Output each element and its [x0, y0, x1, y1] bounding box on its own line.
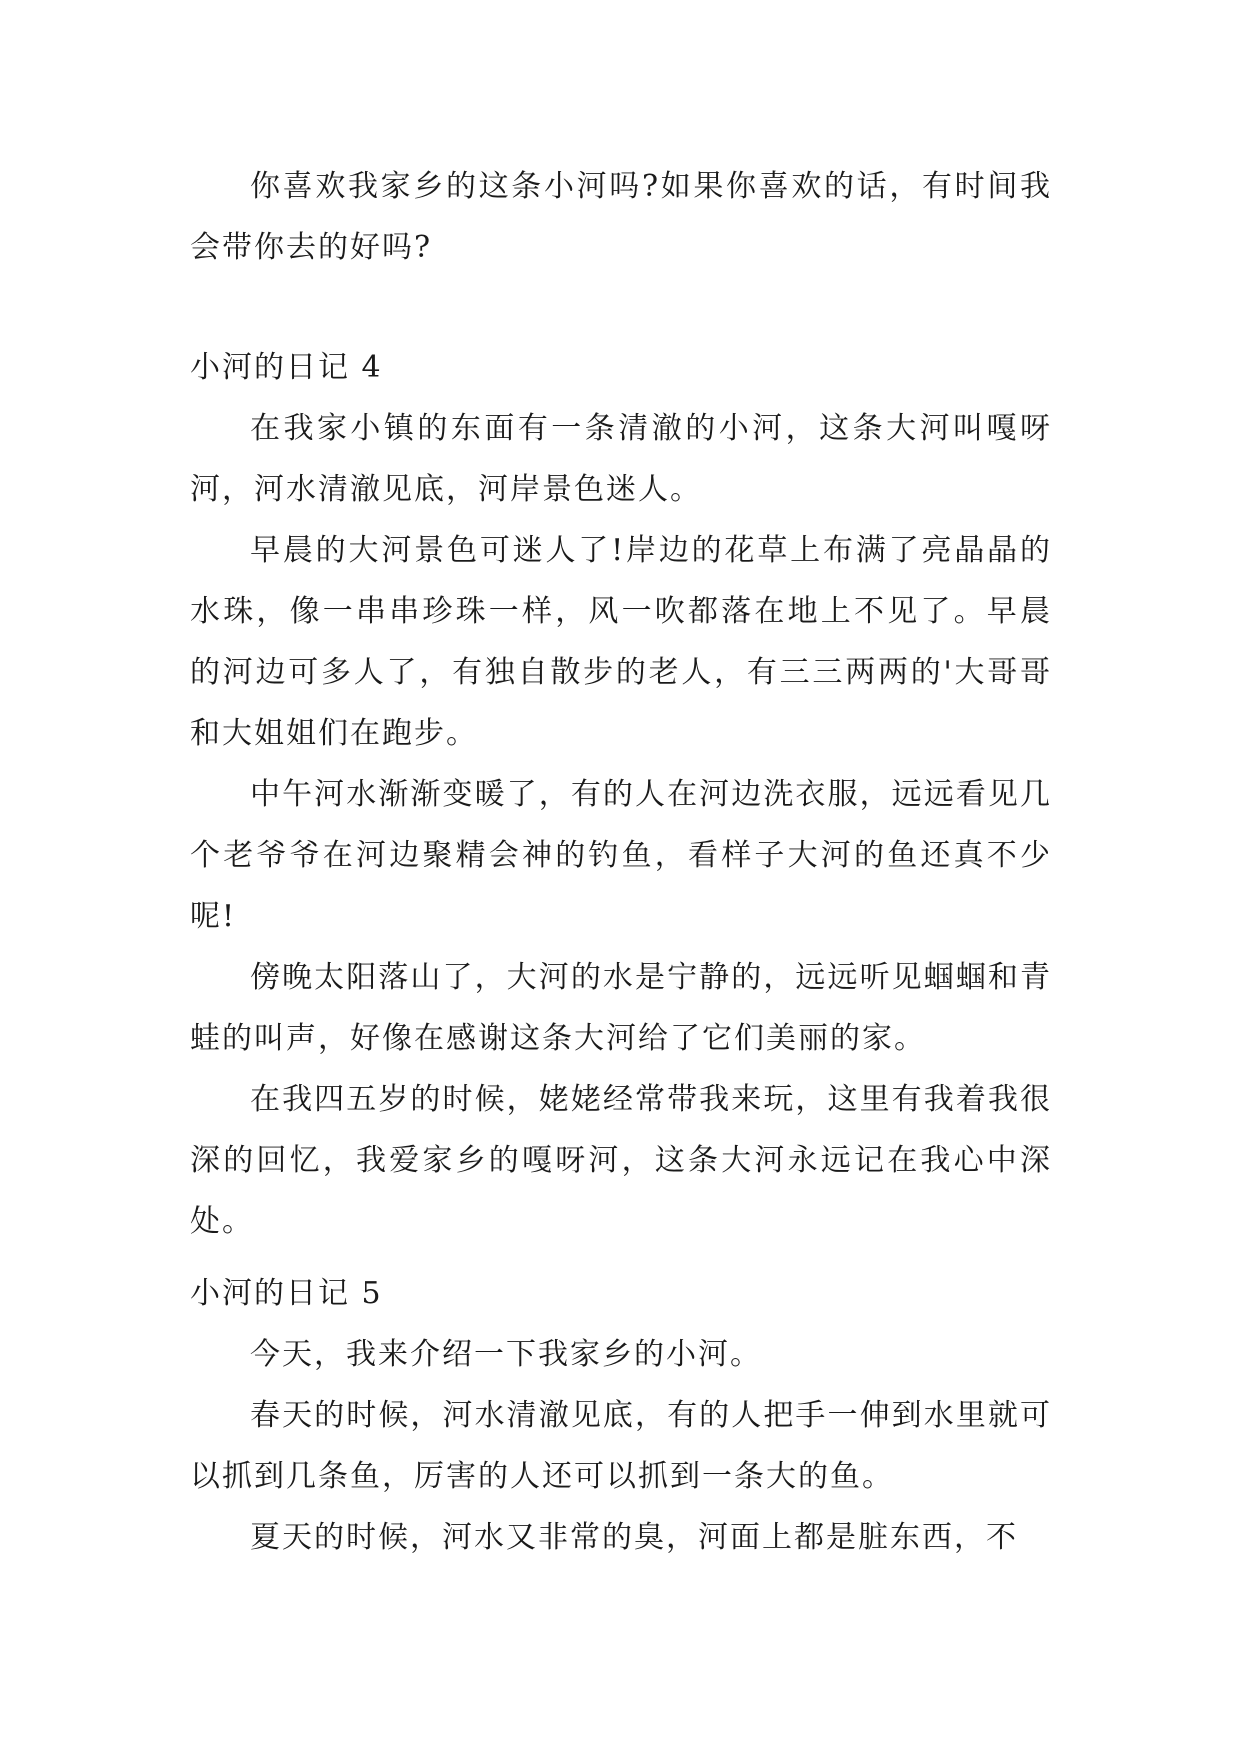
paragraph: 在我四五岁的时候，姥姥经常带我来玩，这里有我着我很深的回忆，我爱家乡的嘎呀河，这条大河永远记在我心中深处。 — [190, 1082, 1052, 1239]
paragraph: 你喜欢我家乡的这条小河吗?如果你喜欢的话，有时间我会带你去的好吗? — [190, 169, 1052, 265]
paragraph: 中午河水渐渐变暖了，有的人在河边洗衣服，远远看见几个老爷爷在河边聚精会神的钓鱼，看样子大河的鱼还真不少呢! — [190, 777, 1052, 934]
paragraph: 早晨的大河景色可迷人了!岸边的花草上布满了亮晶晶的水珠，像一串串珍珠一样，风一吹都落在地上不见了。早晨的河边可多人了，有独自散步的老人，有三三两两的'大哥哥和大姐姐们在跑步。 — [190, 533, 1052, 751]
intro-block — [190, 156, 1052, 278]
paragraph: 在我家小镇的东面有一条清澈的小河，这条大河叫嘎呀河，河水清澈见底，河岸景色迷人。 — [190, 411, 1052, 507]
paragraph: 今天，我来介绍一下我家乡的小河。 — [250, 1337, 762, 1372]
diary-5-section — [190, 1263, 1052, 1568]
paragraph: 夏天的时候，河水又非常的臭，河面上都是脏东西，不 — [250, 1520, 1018, 1555]
section-heading: 小河的日记 5 — [190, 1276, 383, 1311]
diary-4-section — [190, 337, 1052, 1252]
section-heading: 小河的日记 4 — [190, 350, 383, 385]
paragraph: 傍晚太阳落山了，大河的水是宁静的，远远听见蝈蝈和青蛙的叫声，好像在感谢这条大河给了它们美丽的家。 — [190, 960, 1052, 1056]
paragraph: 春天的时候，河水清澈见底，有的人把手一伸到水里就可以抓到几条鱼，厉害的人还可以抓到一条大的鱼。 — [190, 1398, 1052, 1494]
